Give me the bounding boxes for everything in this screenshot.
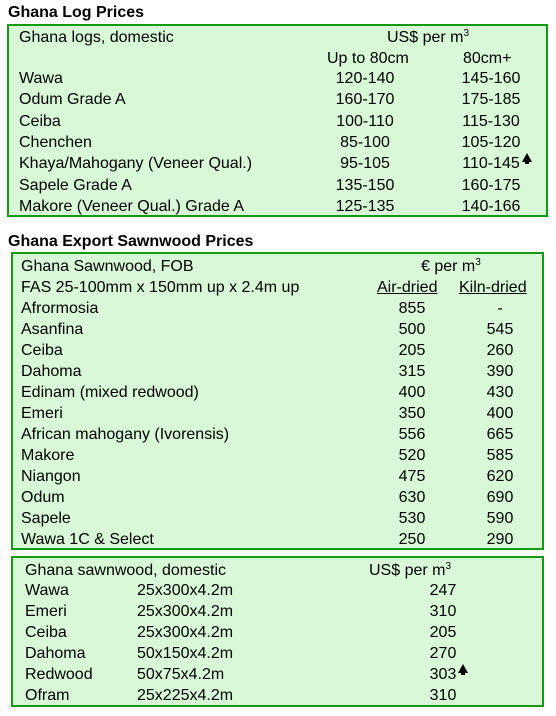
log-header-label: Ghana logs, domestic	[19, 29, 174, 46]
export-row	[13, 382, 542, 403]
export-row	[13, 319, 542, 340]
export-price-air-dried: 520	[398, 447, 426, 464]
export-price-kiln-dried: 260	[486, 342, 514, 359]
log-header-row	[9, 27, 546, 48]
domestic-price: 310	[429, 687, 457, 704]
domestic-header-row	[13, 560, 542, 581]
log-price-80cm-plus: 145-160	[461, 70, 521, 87]
export-spec-label: FAS 25-100mm x 150mm up x 2.4m up	[21, 279, 300, 296]
export-sawnwood-title: Ghana Export Sawnwood Prices	[8, 233, 254, 250]
export-species-name: Sapele	[21, 510, 71, 527]
domestic-price: 270	[429, 645, 457, 662]
export-col2-header: Kiln-dried	[459, 279, 527, 296]
export-row	[13, 466, 542, 487]
export-subheader-row	[13, 277, 542, 298]
export-row	[13, 340, 542, 361]
log-price-up-to-80cm: 160-170	[335, 91, 395, 109]
domestic-row	[13, 643, 542, 664]
export-price-air-dried: 855	[398, 300, 426, 317]
log-col1-header: Up to 80cm	[327, 50, 409, 67]
log-row	[9, 175, 546, 196]
export-species-name: Edinam (mixed redwood)	[21, 384, 199, 401]
log-row	[9, 111, 546, 132]
export-sawnwood-table	[11, 252, 544, 550]
log-species-name: Khaya/Mahogany (Veneer Qual.)	[19, 155, 253, 173]
domestic-row	[13, 685, 542, 706]
log-row	[9, 196, 546, 217]
domestic-species-name: Emeri	[25, 603, 67, 620]
log-price-up-to-80cm: 120-140	[335, 70, 395, 87]
export-header-label: Ghana Sawnwood, FOB	[21, 258, 194, 275]
export-price-kiln-dried: 585	[486, 447, 514, 464]
export-price-kiln-dried: 545	[486, 321, 514, 338]
export-price-air-dried: 530	[398, 510, 426, 527]
up-arrow-icon	[522, 153, 532, 162]
export-price-air-dried: 205	[398, 342, 426, 359]
export-species-name: Odum	[21, 489, 65, 506]
log-species-name: Sapele Grade A	[19, 176, 132, 194]
export-price-air-dried: 315	[398, 363, 426, 380]
domestic-sawnwood-table	[11, 556, 544, 707]
domestic-dimensions: 50x150x4.2m	[137, 645, 234, 662]
export-price-kiln-dried: 290	[486, 531, 514, 548]
domestic-species-name: Ceiba	[25, 624, 67, 641]
export-species-name: Emeri	[21, 405, 63, 422]
domestic-price: 205	[429, 624, 457, 641]
export-row	[13, 361, 542, 382]
export-price-kiln-dried: 665	[486, 426, 514, 443]
log-species-name: Odum Grade A	[19, 91, 126, 109]
log-price-up-to-80cm: 125-135	[335, 197, 395, 215]
export-price-kiln-dried: 620	[486, 468, 514, 485]
export-price-kiln-dried: 400	[486, 405, 514, 422]
domestic-dimensions: 25x300x4.2m	[137, 624, 234, 641]
export-row	[13, 403, 542, 424]
export-header-row	[13, 256, 542, 277]
log-prices-table	[7, 24, 548, 217]
export-row	[13, 445, 542, 466]
log-species-name: Chenchen	[19, 133, 92, 151]
log-subheader-row	[9, 48, 546, 69]
log-price-80cm-plus: 160-175	[461, 176, 521, 194]
export-price-kiln-dried: 690	[486, 489, 514, 506]
export-species-name: Afrormosia	[21, 300, 99, 317]
log-price-80cm-plus: 115-130	[462, 112, 520, 130]
domestic-dimensions: 50x75x4.2m	[137, 666, 225, 683]
export-species-name: Ceiba	[21, 342, 63, 359]
up-arrow-icon	[458, 664, 468, 673]
export-price-kiln-dried: -	[497, 300, 503, 317]
export-species-name: Niangon	[21, 468, 81, 485]
log-row	[9, 89, 546, 110]
log-price-80cm-plus: 110-145	[441, 153, 541, 174]
export-row	[13, 487, 542, 508]
export-price-air-dried: 475	[398, 468, 426, 485]
export-price-air-dried: 630	[398, 489, 426, 506]
export-species-name: Asanfina	[21, 321, 84, 338]
log-price-80cm-plus: 105-120	[461, 133, 521, 151]
log-row	[9, 68, 546, 89]
export-species-name: African mahogany (Ivorensis)	[21, 426, 230, 443]
domestic-row	[13, 601, 542, 622]
export-price-air-dried: 350	[398, 405, 426, 422]
log-price-up-to-80cm: 95-105	[340, 155, 390, 173]
log-prices-title: Ghana Log Prices	[8, 4, 145, 21]
export-row	[13, 508, 542, 529]
domestic-species-name: Wawa	[25, 582, 69, 599]
log-unit-header: US$ per $m^3$	[387, 28, 470, 46]
domestic-row	[13, 664, 542, 685]
export-species-name: Dahoma	[21, 363, 82, 380]
export-row	[13, 529, 542, 550]
log-species-name: Wawa	[19, 70, 63, 87]
domestic-dimensions: 25x300x4.2m	[137, 582, 234, 599]
domestic-price: 303	[393, 664, 493, 685]
log-col2-header: 80cm+	[463, 50, 512, 67]
export-price-kiln-dried: 590	[486, 510, 514, 527]
domestic-price: 247	[429, 582, 457, 599]
log-price-80cm-plus: 175-185	[461, 91, 521, 109]
domestic-species-name: Ofram	[25, 687, 70, 704]
log-price-up-to-80cm: 85-100	[340, 133, 390, 151]
domestic-row	[13, 622, 542, 643]
domestic-header-label: Ghana sawnwood, domestic	[25, 562, 226, 579]
log-species-name: Ceiba	[19, 112, 61, 130]
export-price-air-dried: 500	[398, 321, 426, 338]
export-col1-header: Air-dried	[377, 279, 438, 296]
domestic-dimensions: 25x225x4.2m	[137, 687, 234, 704]
domestic-dimensions: 25x300x4.2m	[137, 603, 234, 620]
export-price-kiln-dried: 430	[486, 384, 514, 401]
export-species-name: Makore	[21, 447, 75, 464]
export-price-air-dried: 250	[398, 531, 426, 548]
domestic-price: 310	[429, 603, 457, 620]
export-price-kiln-dried: 390	[486, 363, 514, 380]
log-price-up-to-80cm: 100-110	[336, 112, 394, 130]
domestic-row	[13, 580, 542, 601]
export-row	[13, 298, 542, 319]
export-species-name: Wawa 1C & Select	[21, 531, 154, 548]
log-row	[9, 132, 546, 153]
domestic-species-name: Redwood	[25, 666, 93, 683]
log-price-up-to-80cm: 135-150	[335, 176, 395, 194]
export-unit-header: € per $m^3$	[421, 257, 481, 275]
log-species-name: Makore (Veneer Qual.) Grade A	[19, 197, 244, 215]
domestic-unit-header: US$ per $m^3$	[369, 561, 452, 579]
log-row	[9, 153, 546, 174]
domestic-species-name: Dahoma	[25, 645, 86, 662]
export-row	[13, 424, 542, 445]
export-price-air-dried: 556	[398, 426, 426, 443]
log-price-80cm-plus: 140-166	[461, 197, 521, 215]
export-price-air-dried: 400	[398, 384, 426, 401]
